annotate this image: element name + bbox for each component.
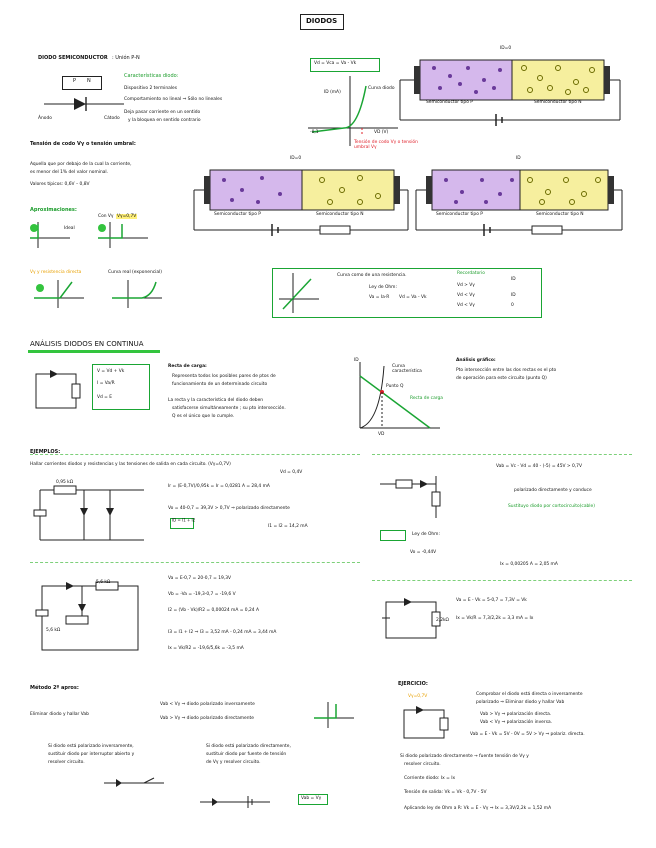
graph-line-label: Recta de carga [410, 396, 443, 401]
ex1-sum-box [170, 518, 194, 529]
exercise-heading: EJERCICIO: [398, 681, 428, 687]
exercise-case: Vab < Vγ ⇒ polarización inversa. [480, 720, 553, 725]
ex4-line: Ix = Vk/R = 7,3/2,2k = 3,3 mA = Ix [456, 616, 534, 621]
p-label: P [73, 78, 77, 84]
rule-item: Vd < Vγ [457, 293, 475, 298]
resist-eq: Va = Ia·R [369, 295, 390, 300]
ex1-vo: Vo = 40-0,7 = 39,3V > 0,7V ⇒ polarizado directamente [168, 506, 290, 511]
ex2-r2: 5,6 kΩ [46, 628, 61, 633]
rule-item: Vd > Vγ [457, 283, 475, 288]
ex3-circuit [376, 466, 456, 526]
ex3-ohm: Ley de Ohm: [412, 532, 440, 537]
ex4-line: Va = E - Vk = 5-0,7 = 7,3V = Vk [456, 598, 527, 603]
examples-divider-right [372, 580, 632, 581]
load-line-desc: Q es el único que lo cumple. [172, 414, 235, 419]
codo-desc: Aquella que por debajo de la cual la corriente, [30, 162, 132, 167]
prop-item: Dispositivo 2 terminales [124, 86, 178, 91]
analysis-heading: ANÁLISIS DIODOS EN CONTINUA [30, 340, 144, 348]
codo-heading: Tensión de codo Vγ o tensión umbral: [30, 141, 136, 147]
analysis-circuit [32, 368, 82, 414]
prop-item: Deja pasar corriente en un sentido [124, 110, 201, 115]
codo-note: Tensión de codo Vγ o tensión umbral Vγ [354, 140, 418, 151]
id-axis-label: ID (mA) [324, 90, 341, 95]
codo-typical: Valores típicos: 0,6V – 0,8V [30, 182, 90, 187]
res-graph-icon [34, 280, 84, 308]
vd-axis-label: VD (V) [374, 130, 389, 135]
semi-n-label: Semiconductor tipo N [534, 100, 582, 105]
rule-result: ID [511, 277, 516, 282]
res-approx-label: Vγ y resistencia directa [30, 270, 82, 275]
rule-result: ID [511, 293, 516, 298]
cathode-label: Cátodo [104, 116, 120, 121]
graph-q-label: Punto Q [386, 384, 404, 389]
exercise-step2: Si diodo polarizado directamente → fuente tensión de Vγ y [400, 754, 529, 759]
load-line-desc: Representa todos los posibles pares de ptos de [172, 374, 276, 379]
graphic-analysis-desc: de operación para este circuito (punto Q) [456, 376, 547, 381]
ex2-line: I2 = (Vb - Vk)/R2 = 0,00024 mA = 0,24 A [168, 608, 259, 613]
load-line-desc: funcionamiento de un determinado circuito [172, 382, 268, 387]
ex3-vo: Vo = -0,44V [410, 550, 437, 555]
semi-n-label: Semiconductor tipo N [316, 212, 364, 217]
ex1-sum-label: ID = I1 + I2 [172, 519, 196, 524]
semi-n-label: Semiconductor tipo N [536, 212, 584, 217]
prop-item: Comportamiento no lineal ⇒ Sólo no lineales [124, 97, 223, 102]
ex1-vd: Vd = 0,4V [280, 470, 303, 475]
resist-eq2: Vd = Va - Vk [399, 295, 427, 300]
vav-label: Vab = Vγ [301, 796, 322, 801]
method-step2b: Si diodo está polarizado directamente, [206, 744, 291, 749]
exercise-calc: Vab = E - Vk = 5V - 0V = 5V > Vγ ⇒ polariz. directa. [470, 732, 585, 737]
pn-junction-forward [432, 164, 632, 244]
semiconductor-heading: DIODO SEMICONDUCTOR [38, 55, 108, 61]
exp-curve-icon [112, 280, 162, 308]
vav-box [298, 794, 328, 805]
ex1-result: I1 = I2 = 14,2 mA [268, 524, 308, 529]
analysis-eq: V = Vd + Vk [97, 369, 125, 374]
vg-value: Vγ=0,7V [117, 214, 137, 219]
examples-statement: Hallar corrientes diodos y resistencias y las tensiones de salida en cada circuito. (Vγ=0,7V) [30, 462, 231, 467]
examples-divider [30, 454, 360, 455]
graphic-analysis-title: Análisis gráfico: [456, 358, 496, 363]
neg-tick: -0,1 [310, 130, 319, 135]
id0-label: ID=0 [500, 46, 512, 51]
props-title: Características diodo: [124, 73, 179, 79]
ex2-line: I3 = I1 + I2 ⇒ I3 = 3,52 mA - 0,24 mA = 3,44 mA [168, 630, 277, 635]
n-label: N [87, 78, 91, 84]
curve-label: Curva real (exponencial) [108, 270, 162, 275]
ex2-line: Ix = Vk/R2 = -19,6/5,6k = -3,5 mA [168, 646, 244, 651]
ex1-resistor-label: 0,95 kΩ [56, 480, 74, 485]
ex2-line: Va = E-0,7 = 20-0,7 = 19,3V [168, 576, 232, 581]
ex4-r: 2,2kΩ [436, 618, 449, 623]
exercise-bullet: Corriente diodo: Ix = Ix [404, 776, 456, 781]
ex2-circuit [36, 580, 146, 660]
load-line-desc: La recta y la característica del diodo deben [168, 398, 264, 403]
method-graph-icon [314, 702, 354, 728]
load-line-desc: satisfacerse simultáneamente ; su pto intersección. [172, 406, 286, 411]
load-line-title: Recta de carga: [168, 364, 207, 369]
ex3-ix: Ix = 0,00205 A = 2,05 mA [500, 562, 558, 567]
anode-label: Ánodo [38, 116, 52, 121]
exercise-step: Comprobar el diodo está directa o inversamente [476, 692, 583, 697]
exercise-circuit [398, 704, 454, 744]
title-box [300, 14, 344, 30]
codo-desc: es menor del 1% del valor nominal. [30, 170, 109, 175]
pn-block [62, 76, 102, 90]
exercise-bullet: Tensión de salida: Vk = Vk - 0,7V - 5V [404, 790, 487, 795]
graph-curve-label: Curva característica [392, 364, 422, 375]
method-step1: Eliminar diodo y hallar Vab [30, 712, 89, 717]
prop-item: y la bloquea en sentido contrario [128, 118, 201, 123]
vd-equation: Vd = Vca = Va - Vk [314, 61, 357, 66]
ex3-ix-box [380, 530, 406, 541]
voltage-source-icon [200, 794, 270, 810]
approx-heading: Aproximaciones: [30, 207, 77, 213]
resist-ley: Ley de Ohm: [369, 285, 397, 290]
method-step2a: resolver circuito. [48, 760, 85, 765]
page-title: DIODOS [306, 17, 338, 25]
analysis-eq: I = Va/R [97, 381, 115, 386]
ex2-r1: 5,6 kΩ [96, 580, 111, 585]
method-step2a: Si diodo está polarizado inversamente, [48, 744, 134, 749]
analysis-eq-box [92, 364, 150, 410]
examples-divider-right [372, 454, 632, 455]
vd-eq-box [310, 58, 380, 72]
method-step2b: sustituir diodo por fuente de tensión [206, 752, 287, 757]
vg-graph-icon [98, 222, 148, 248]
open-switch-icon [104, 776, 164, 790]
pn-junction-reverse [210, 164, 410, 244]
exercise-vg: Vγ=0,7V [408, 694, 428, 699]
resist-box [272, 268, 542, 318]
method-case: Vab < Vγ ⇒ diodo polarizado inversamente [160, 702, 255, 707]
method-heading: Método 2º apros: [30, 685, 79, 691]
exercise-step: polarizado ⇒ Eliminar diodo y hallar Vab [476, 700, 565, 705]
diode-symbol-icon [44, 94, 124, 114]
ex1-circuit [34, 480, 154, 550]
graph-id-label: ID [354, 358, 359, 363]
id-label: ID [516, 156, 521, 161]
semi-p-label: Semiconductor tipo P [214, 212, 261, 217]
ex1-current: Ir = (E-0,7V)/0,95k = Ir = 0,0281 A = 28,4 mA [168, 484, 270, 489]
with-vg-label: Con Vγ [98, 214, 114, 219]
semi-p-label: Semiconductor tipo P [436, 212, 483, 217]
semiconductor-union: : Unión P-N [112, 55, 140, 61]
resist-title: Curva como de una resistencia. [337, 273, 407, 278]
analysis-underline [28, 350, 160, 353]
method-step2a: sustituir diodo por interruptor abierto y [48, 752, 135, 757]
semi-p-label: Semiconductor tipo P [426, 100, 473, 105]
exercise-step2: resolver circuito. [404, 762, 441, 767]
ex2-line: Vb = -Va = -19,3-0,7 = -19,6 V [168, 592, 236, 597]
graphic-analysis-desc: Pto intersección entre las dos rectas es el pto [456, 368, 557, 373]
recall-label: Recordatorio [457, 271, 485, 276]
ex3-line: Sustituyo diodo por cortocircuito(cable) [508, 504, 595, 509]
analysis-eq: Vd = E [97, 395, 113, 400]
resist-graph-icon [279, 273, 319, 313]
ideal-label: Ideal [64, 226, 75, 231]
curve-diode-label: Curva diodo [368, 86, 395, 91]
examples-divider [30, 562, 360, 563]
id0-label-2: ID=0 [290, 156, 302, 161]
ex3-line: Vab = Vc - Vd = 40 - (-5) = 45V > 0,7V [496, 464, 582, 469]
examples-heading: EJEMPLOS: [30, 449, 61, 455]
ex3-line: polarizado directamente y conduce [514, 488, 592, 493]
method-step2b: de Vγ y resolver circuito. [206, 760, 261, 765]
pn-junction-diagram [420, 54, 620, 134]
exercise-case: Vab > Vγ ⇒ polarización directa. [480, 712, 552, 717]
graph-vd-label: VD [378, 432, 385, 437]
rule-item: Vd < Vγ [457, 303, 475, 308]
rule-result: 0 [511, 303, 514, 308]
method-case: Vab > Vγ ⇒ diodo polarizado directamente [160, 716, 254, 721]
exercise-bullet: Aplicando ley de Ohm a R: Vk = E - Vγ ⇒ Ix = 3,3V/2,2k = 1,52 mA [404, 806, 552, 811]
